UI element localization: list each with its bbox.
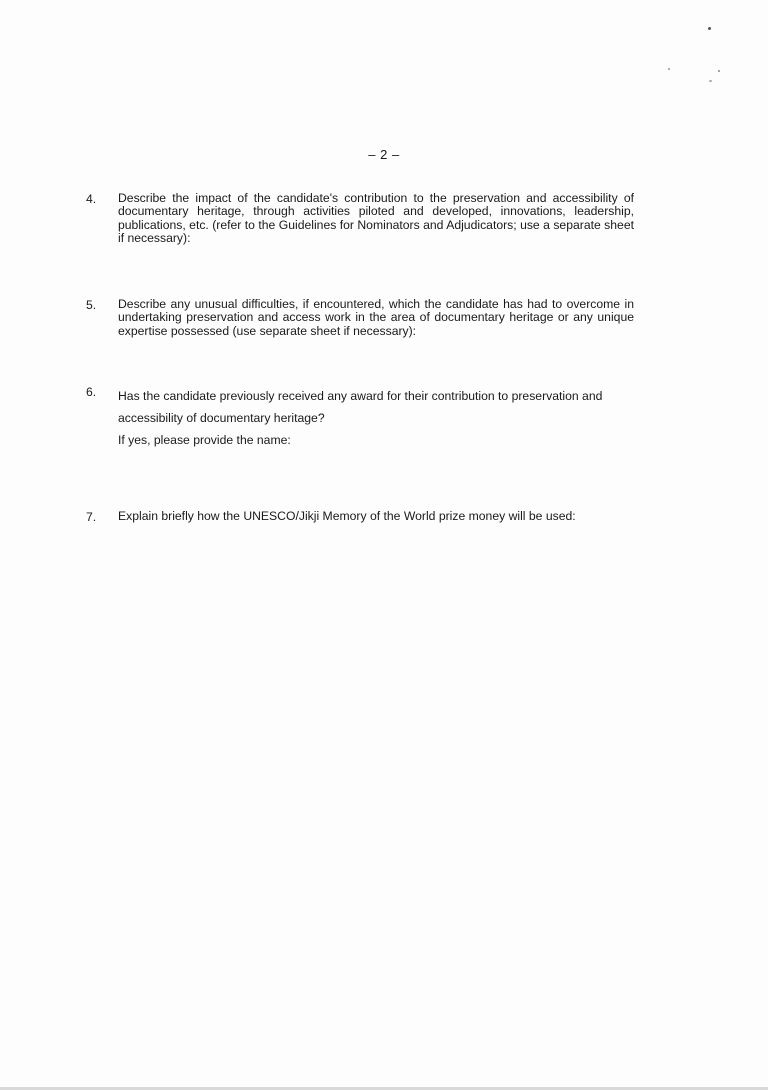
question-number: 5. (86, 298, 97, 312)
question-4 (86, 192, 634, 246)
question-number: 6. (86, 385, 97, 399)
scan-speck (709, 80, 712, 82)
question-text: Describe any unusual difficulties, if encountered, which the candidate has had to overcome in undertaking preservation and access work in the area of documentary heritage or any unique expertise possessed (use separate sheet if necessary): (118, 297, 634, 338)
question-text: Has the candidate previously received any award for their contribution to preservation and accessibility of documentary heritage? (118, 389, 603, 425)
scan-speck (668, 68, 670, 70)
question-follow-up: If yes, please provide the name: (118, 433, 291, 447)
scan-speck (718, 70, 720, 72)
question-text: Describe the impact of the candidate's contribution to the preservation and accessibility of documentary heritage, through activities piloted and developed, innovations, leadership, publications, etc. (refer to the Guidelines for Nominators and Adjudicators; use a separate sheet if necessary): (118, 191, 634, 246)
question-number: 4. (86, 192, 97, 206)
question-6 (86, 385, 634, 451)
scan-speck (708, 27, 711, 30)
question-7 (86, 510, 634, 523)
page-number: – 2 – (368, 147, 400, 162)
question-number: 7. (86, 510, 97, 524)
question-5 (86, 298, 634, 338)
question-text: Explain briefly how the UNESCO/Jikji Memory of the World prize money will be used: (118, 509, 576, 523)
